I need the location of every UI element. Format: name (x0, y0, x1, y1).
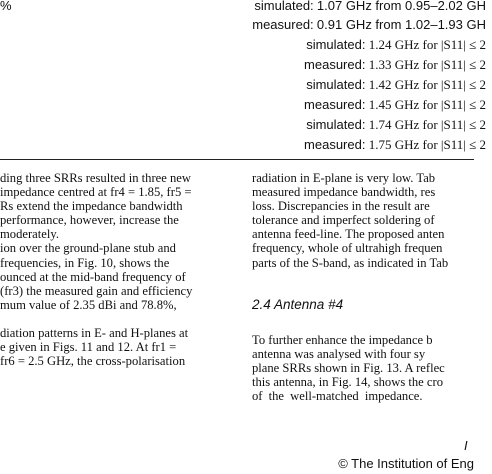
left-line: impedance centred at fr4 = 1.85, fr5 = (0, 185, 192, 200)
copyright-footer: © The Institution of Eng (338, 456, 474, 471)
table-bottom-rule (0, 159, 474, 160)
row-label: measured: (304, 137, 366, 152)
right-line: antenna feed-line. The proposed anten (252, 227, 445, 242)
right-line: this antenna, in Fig. 14, shows the cro (252, 375, 443, 390)
table-row (304, 137, 486, 153)
left-line: moderately. (0, 227, 59, 242)
right-line: of the well-matched impedance. (252, 389, 423, 404)
left-line: diation patterns in E- and H-planes at (0, 325, 189, 340)
row-value: 1.42 GHz for |S11| ≤ 2 (368, 77, 486, 92)
row-value: 1.24 GHz for |S11| ≤ 2 (368, 37, 486, 52)
right-line: tolerance and imperfect soldering of (252, 213, 435, 228)
right-line: radiation in E-plane is very low. Tab (252, 171, 436, 185)
row-label: simulated: (306, 37, 366, 52)
table-row (304, 57, 486, 73)
right-line: To further enhance the impedance b (252, 333, 433, 347)
right-line: plane SRRs shown in Fig. 13. A reflec (252, 361, 445, 376)
left-line: mum value of 2.35 dBi and 78.8%, (0, 297, 177, 312)
section-heading: 2.4 Antenna #4 (252, 297, 344, 312)
table-row (306, 117, 486, 133)
right-line: measured impedance bandwidth, res (252, 185, 436, 200)
row-label: measured: (252, 17, 314, 32)
right-line: antenna was analysed with four sy (252, 347, 426, 362)
table-fragment-percent: % (0, 0, 12, 13)
left-line: ounced at the mid-band frequency of (0, 269, 186, 284)
table-row (304, 97, 486, 113)
left-line: fr6 = 2.5 GHz, the cross-polarisation (0, 354, 186, 369)
left-column (0, 171, 236, 368)
left-line: frequencies, in Fig. 10, shows the (0, 255, 170, 270)
row-value: 1.75 GHz for |S11| ≤ 2 (368, 137, 486, 152)
left-line: Rs extend the impedance bandwidth (0, 199, 183, 214)
row-label: measured: (304, 57, 366, 72)
row-value: 1.45 GHz for |S11| ≤ 2 (368, 97, 486, 112)
left-line: ion over the ground-plane stub and (0, 241, 176, 256)
right-line: loss. Discrepancies in the result are (252, 199, 430, 214)
row-value: 0.91 GHz from 1.02–1.93 GH (316, 17, 486, 32)
row-label: simulated: (306, 117, 366, 132)
left-line: (fr3) the measured gain and efficiency (0, 283, 193, 298)
row-value: 1.07 GHz from 0.95–2.02 GH (316, 0, 486, 13)
row-value: 1.74 GHz for |S11| ≤ 2 (368, 117, 486, 132)
row-label: simulated: (306, 77, 366, 92)
row-label: measured: (304, 97, 366, 112)
table-row (252, 17, 486, 33)
row-label: simulated: (254, 0, 314, 13)
table-row (254, 0, 486, 14)
right-column-bottom (252, 333, 492, 403)
right-column-top (252, 171, 492, 270)
table-row (306, 77, 486, 93)
left-line: ding three SRRs resulted in three new (0, 171, 191, 185)
table-row (306, 37, 486, 53)
left-line: performance, however, increase the (0, 213, 179, 228)
left-line: e given in Figs. 11 and 12. At fr1 = (0, 340, 177, 355)
right-line: frequency, whole of ultrahigh frequen (252, 241, 443, 256)
right-line: parts of the S-band, as indicated in Tab (252, 255, 449, 270)
left-line-gap (0, 312, 236, 326)
row-value: 1.33 GHz for |S11| ≤ 2 (368, 57, 486, 72)
page-marker: I (464, 438, 468, 453)
